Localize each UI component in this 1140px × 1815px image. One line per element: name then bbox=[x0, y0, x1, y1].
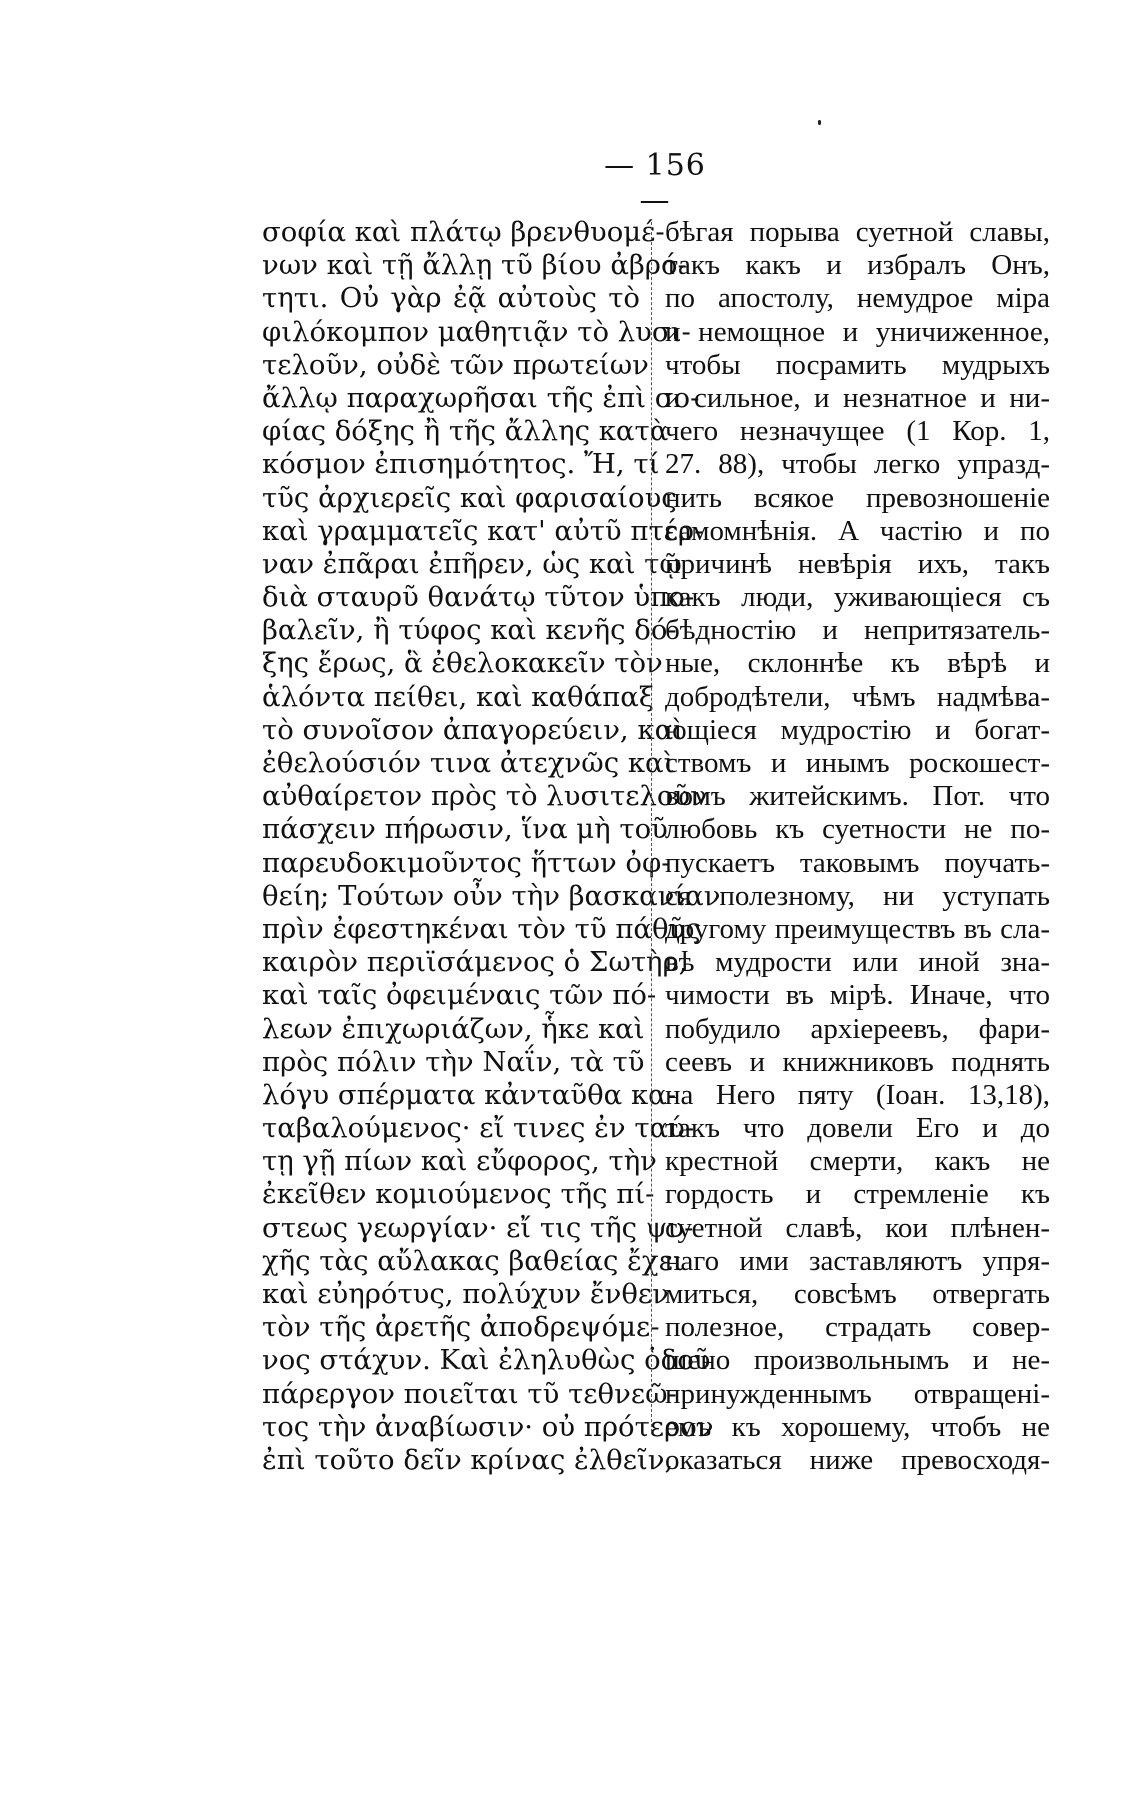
russian-text-column bbox=[665, 216, 1050, 1477]
greek-text-line: λεων ἐπιχωριάζων, ἧκε καὶ bbox=[262, 1012, 645, 1045]
greek-text-line: τελοῦν, οὐδὲ τῶν πρωτείων bbox=[262, 348, 649, 381]
greek-text-line: νος στάχυν. Καὶ ἐληλυθὼς ὁδοῦ bbox=[262, 1344, 711, 1377]
greek-text-line: τος τὴν ἀναβίωσιν· οὐ πρότερον bbox=[262, 1410, 714, 1443]
greek-text-line: πρὸς πόλιν τὴν Ναΐν, τὰ τῦ bbox=[262, 1045, 645, 1078]
greek-text-column bbox=[262, 216, 721, 1477]
russian-text-line: шено произвольнымъ и не- bbox=[665, 1344, 1050, 1377]
greek-text-line: πρὶν ἐφεστηκέναι τὸν τῦ πάθῦς bbox=[262, 912, 701, 945]
russian-text-line: причинѣ невѣрія ихъ, такъ bbox=[665, 547, 1050, 580]
russian-text-line: какъ люди, уживающіеся съ bbox=[665, 581, 1050, 614]
greek-text-line: τὸν τῆς ἀρετῆς ἀποδρεψόμε- bbox=[262, 1311, 660, 1344]
russian-text-line: такъ что довели Его и до bbox=[665, 1112, 1050, 1145]
greek-text-line: ἁλόντα πείθει, καὶ καθάπαξ bbox=[262, 680, 654, 713]
greek-text-line: ἄλλῳ παραχωρῆσαι τῆς ἐπὶ σο- bbox=[262, 381, 700, 414]
russian-text-line: сеевъ и книжниковъ поднять bbox=[665, 1045, 1050, 1078]
greek-text-line: καὶ ταῖς ὀφειμέναις τῶν πό- bbox=[262, 979, 657, 1012]
greek-text-line: ταβαλούμενος· εἴ τινες ἐν ταύ- bbox=[262, 1112, 695, 1145]
russian-text-line: чего незначущее (1 Кор. 1, bbox=[665, 415, 1050, 448]
greek-text-line: θείη; Τούτων οὖν τὴν βασκανίαν bbox=[262, 879, 721, 912]
russian-text-line: гордость и стремленіе къ bbox=[665, 1178, 1050, 1211]
russian-text-line: полезное, страдать совер- bbox=[665, 1311, 1050, 1344]
greek-text-line: παρευδοκιμοῦντος ἥττων ὀφ- bbox=[262, 846, 671, 879]
russian-text-line: бѣдностію и непритязатель- bbox=[665, 614, 1050, 647]
greek-text-line: τητι. Οὐ γὰρ ἐᾷ αὐτοὺς τὸ bbox=[262, 282, 640, 315]
greek-text-line: ναν ἐπᾶραι ἐπῆρεν, ὡς καὶ τῷ bbox=[262, 547, 682, 580]
russian-text-line: чимости въ мірѣ. Иначе, что bbox=[665, 979, 1050, 1012]
russian-text-line: 27. 88), чтобы легко упразд- bbox=[665, 448, 1050, 481]
greek-text-line: νων καὶ τῇ ἄλλῃ τῦ βίου ἀβρό- bbox=[262, 249, 687, 282]
page-speck bbox=[818, 120, 821, 125]
russian-text-line: самомнѣнія. А частію и по bbox=[665, 514, 1050, 547]
greek-text-line: κόσμον ἐπισημότητος. Ἤ, τί bbox=[262, 448, 660, 481]
russian-text-line: чтобы посрамить мудрыхъ bbox=[665, 348, 1050, 381]
greek-text-line: φιλόκομπον μαθητιᾷν τὸ λυσι- bbox=[262, 315, 691, 348]
greek-text-line: ἐπὶ τοῦτο δεῖν κρίνας ἐλθεῖν, bbox=[262, 1443, 674, 1476]
greek-text-line: λόγυ σπέρματα κἀνταῦθα κα- bbox=[262, 1078, 677, 1111]
greek-text-line: χῆς τὰς αὔλακας βαθείας ἔχει bbox=[262, 1244, 684, 1277]
russian-text-line: и немощное и уничиженное, bbox=[665, 315, 1050, 348]
greek-text-line: τῃ γῇ πίων καὶ εὔφορος, τὴν bbox=[262, 1145, 657, 1178]
greek-text-line: σοφία καὶ πλάτῳ βρενθυομέ- bbox=[262, 216, 665, 248]
russian-text-line: ные, склоннѣе къ вѣрѣ и bbox=[665, 647, 1050, 680]
russian-text-line: ствомъ и инымъ роскошест- bbox=[665, 747, 1050, 779]
russian-text-line: ся полезному, ни уступать bbox=[665, 879, 1050, 912]
russian-text-line: по апостолу, немудрое міра bbox=[665, 282, 1050, 315]
greek-text-line: καὶ γραμματεῖς κατ' αὐτῦ πτέρ- bbox=[262, 514, 704, 547]
greek-text-line: τῦς ἀρχιερεῖς καὶ φαρισαίους bbox=[262, 481, 677, 514]
russian-text-line: другому преимуществъ въ сла- bbox=[665, 912, 1050, 945]
greek-text-line: ἐθελούσιόν τινα ἀτεχνῶς καὶ bbox=[262, 747, 675, 779]
greek-text-line: διὰ σταυρῦ θανάτῳ τῦτον ὑπο- bbox=[262, 581, 695, 614]
greek-text-line: ἐκεῖθεν κομιούμενος τῆς πί- bbox=[262, 1178, 655, 1211]
greek-text-line: αὐθαίρετον πρὸς τὸ λυσιτελοῦν bbox=[262, 780, 707, 813]
russian-text-line: нить всякое превозношеніе bbox=[665, 481, 1050, 514]
page-number: — 156 — bbox=[604, 148, 706, 218]
russian-text-line: любовь къ суетности не по- bbox=[665, 813, 1050, 846]
greek-text-line: καιρὸν περιϊσάμενος ὁ Σωτὴρ, bbox=[262, 946, 688, 979]
greek-text-line: καὶ εὐηρότυς, πολύχυν ἔνθεν bbox=[262, 1278, 669, 1310]
russian-text-line: бѣгая порыва суетной славы, bbox=[665, 216, 1050, 248]
russian-text-line: и сильное, и незнатное и ни- bbox=[665, 381, 1050, 414]
russian-text-line: побудило архіереевъ, фари- bbox=[665, 1012, 1050, 1045]
russian-text-line: ющіеся мудростію и богат- bbox=[665, 713, 1050, 746]
russian-text-line: суетной славѣ, кои плѣнен- bbox=[665, 1211, 1050, 1244]
greek-text-line: ξης ἔρως, ἃ ἐθελοκακεῖν τὸν bbox=[262, 647, 663, 680]
greek-text-line: πάσχειν πήρωσιν, ἵνα μὴ τοῦ bbox=[262, 813, 668, 846]
russian-text-line: вомъ житейскимъ. Пот. что bbox=[665, 780, 1050, 813]
russian-text-line: миться, совсѣмъ отвергать bbox=[665, 1278, 1050, 1310]
russian-text-line: крестной смерти, какъ не bbox=[665, 1145, 1050, 1178]
greek-text-line: πάρεργον ποιεῖται τῦ τεθνεῶ- bbox=[262, 1377, 677, 1410]
russian-text-line: пускаетъ таковымъ поучать- bbox=[665, 846, 1050, 879]
russian-text-line: такъ какъ и избралъ Онъ, bbox=[665, 249, 1050, 282]
greek-text-line: τὸ συνοῖσον ἀπαγορεύειν, καὶ bbox=[262, 713, 684, 746]
russian-text-line: вѣ мудрости или иной зна- bbox=[665, 946, 1050, 979]
greek-text-line: βαλεῖν, ἢ τύφος καὶ κενῆς δό- bbox=[262, 614, 677, 647]
column-divider bbox=[651, 222, 652, 1432]
russian-text-line: добродѣтели, чѣмъ надмѣва- bbox=[665, 680, 1050, 713]
russian-text-line: оказаться ниже превосходя- bbox=[665, 1443, 1050, 1476]
russian-text-line: на Него пяту (Іоан. 13,18), bbox=[665, 1078, 1050, 1111]
greek-text-line: στεως γεωργίαν· εἴ τις τῆς ψυ- bbox=[262, 1211, 694, 1244]
russian-text-line: принужденнымъ отвращені- bbox=[665, 1377, 1050, 1410]
russian-text-line: наго ими заставляютъ упря- bbox=[665, 1244, 1050, 1277]
greek-text-line: φίας δόξης ἢ τῆς ἄλλης κατὰ bbox=[262, 415, 669, 448]
russian-text-line: емъ къ хорошему, чтобъ не bbox=[665, 1410, 1050, 1443]
